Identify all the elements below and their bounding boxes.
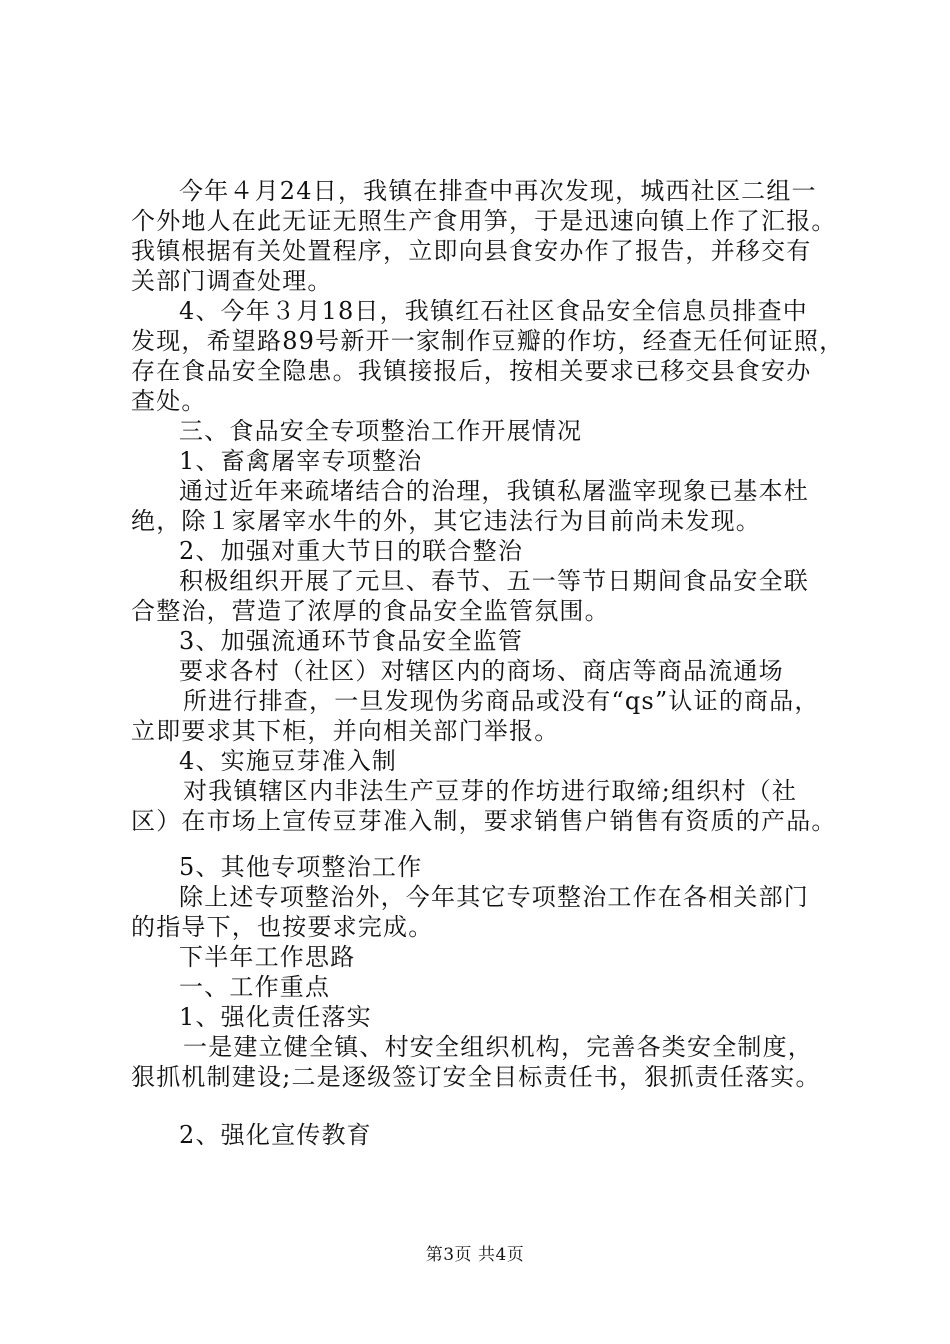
text-line: 对我镇辖区内非法生产豆芽的作坊进行取缔;组织村（社 <box>183 777 798 805</box>
text-line: 积极组织开展了元旦、春节、五一等节日期间食品安全联 <box>179 567 809 595</box>
text-line: 我镇根据有关处置程序，立即向县食安办作了报告，并移交有 <box>131 237 812 265</box>
text-line: 4、实施豆芽准入制 <box>179 747 398 775</box>
text-line: 1、强化责任落实 <box>179 1003 372 1031</box>
text-line: 查处。 <box>131 387 207 415</box>
text-line: 区）在市场上宣传豆芽准入制，要求销售户销售有资质的产品。 <box>131 807 837 835</box>
text-line: 立即要求其下柜，并向相关部门举报。 <box>131 717 560 745</box>
text-line: 一、工作重点 <box>179 973 331 1001</box>
text-line: 4、今年３月18日，我镇红石社区食品安全信息员排查中 <box>179 297 809 325</box>
text-line: 关部门调查处理。 <box>131 267 333 295</box>
text-line: 1、畜禽屠宰专项整治 <box>179 447 423 475</box>
text-line: 发现，希望路89号新开一家制作豆瓣的作坊，经查无任何证照， <box>131 327 845 355</box>
text-line: 三、食品安全专项整治工作开展情况 <box>179 417 583 445</box>
text-line: 合整治，营造了浓厚的食品安全监管氛围。 <box>131 597 610 625</box>
text-line: 除上述专项整治外，今年其它专项整治工作在各相关部门 <box>179 883 809 911</box>
text-line: 所进行排查，一旦发现伪劣商品或没有“qs”认证的商品， <box>183 687 820 715</box>
text-line: 下半年工作思路 <box>179 943 356 971</box>
text-line: 2、强化宣传教育 <box>179 1121 372 1149</box>
text-line: 存在食品安全隐患。我镇接报后，按相关要求已移交县食安办 <box>131 357 812 385</box>
text-line: 要求各村（社区）对辖区内的商场、商店等商品流通场 <box>179 657 784 685</box>
text-line: 5、其他专项整治工作 <box>179 853 423 881</box>
text-line: 通过近年来疏堵结合的治理，我镇私屠滥宰现象已基本杜 <box>179 477 809 505</box>
text-line: 今年４月24日，我镇在排查中再次发现，城西社区二组一 <box>179 177 817 205</box>
text-line: 个外地人在此无证无照生产食用笋，于是迅速向镇上作了汇报。 <box>131 207 837 235</box>
text-line: 的指导下，也按要求完成。 <box>131 913 434 941</box>
text-line: 狠抓机制建设;二是逐级签订安全目标责任书，狠抓责任落实。 <box>131 1063 821 1091</box>
text-line: 一是建立健全镇、村安全组织机构，完善各类安全制度， <box>183 1033 813 1061</box>
text-line: 2、加强对重大节日的联合整治 <box>179 537 524 565</box>
text-line: 3、加强流通环节食品安全监管 <box>179 627 524 655</box>
document-body <box>131 176 851 1150</box>
paragraph-gap <box>131 836 851 852</box>
paragraph-gap <box>131 1092 851 1120</box>
page-footer: 第3页 共4页 <box>425 1245 525 1265</box>
text-line: 绝，除１家屠宰水牛的外，其它违法行为目前尚未发现。 <box>131 507 761 535</box>
